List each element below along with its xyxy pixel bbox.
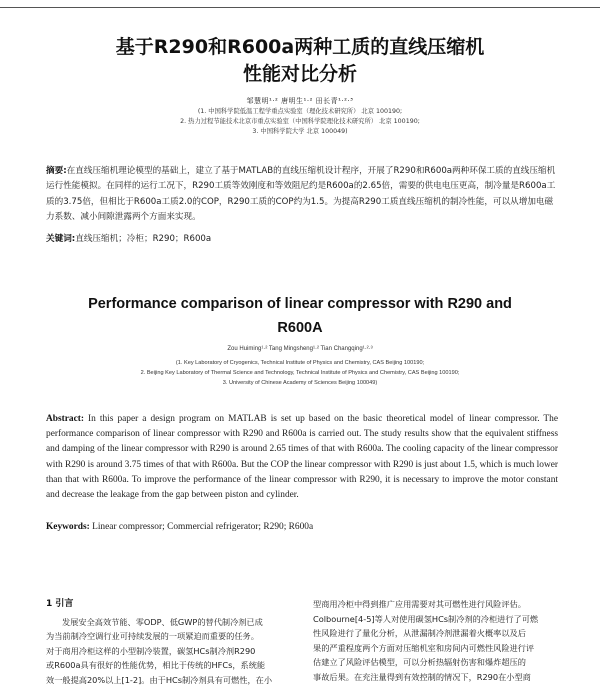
english-affiliation-2: 2. Beijing Key Laboratory of Thermal Science and Technology, Technical Institute of Physics and Chemistry, CAS Beijing 100190; (140, 370, 460, 376)
body-line: 为当前制冷空调行业可持续发展的一项紧迫而重要的任务。 (46, 631, 259, 642)
body-left-column (46, 597, 289, 688)
chinese-keywords (46, 232, 556, 247)
chinese-authors: 邹慧明¹·² 唐明生¹·² 田长青¹·²·³ (246, 97, 354, 105)
chinese-title-line-2: 性能对比分析 (242, 63, 357, 85)
chinese-affiliation-3: 3. 中国科学院大学 北京 100049) (252, 128, 348, 135)
chinese-keywords-label: 关键词: (46, 234, 76, 244)
body-line: 或R600a具有很好的性能优势，相比于传统的HFCs，系统能 (46, 660, 266, 671)
chinese-affiliation-2: 2. 热力过程节能技术北京市重点实验室（中国科学院理化技术研究所） 北京 100190; (180, 118, 420, 125)
body-line: 估建立了风险评估模型，可以分析热辐射伤害和爆炸超压的 (313, 657, 526, 668)
chinese-abstract-text: 在直线压缩机理论模型的基础上，建立了基于MATLAB的直线压缩机设计程序，开展了R290和R600a两种环保工质的直线压缩机运行性能模拟。在同样的运行工况下，R290工质等效刚度和等效阻尼约是R600a的2.65倍，需要的供电电压更高，制冷量是R600a工质的3.75倍，但相比于R600a工质2.0的COP，R290工质的COP约为1.5。为提高R290工质直线压缩机的制冷性能，可以从增加电磁力系数、减小间隙泄露两个方面来实现。 (46, 166, 556, 223)
english-keywords-label: Keywords: (46, 522, 90, 532)
english-abstract-label: Abstract: (46, 414, 85, 424)
english-abstract (46, 412, 558, 503)
section-heading-introduction: 1 引言 (46, 599, 74, 609)
chinese-title-line-1: 基于R290和R600a两种工质的直线压缩机 (115, 36, 485, 58)
english-affiliation-1: (1. Key Laboratory of Cryogenics, Technical Institute of Physics and Chemistry, CAS Beijing 100190; (175, 360, 425, 366)
body-line: 果的严重程度两个方面对压缩机室和房间内可燃性风险进行评 (313, 642, 535, 653)
body-line: 发展安全高效节能、零ODP、低GWP的替代制冷剂已成 (62, 616, 263, 627)
body-line: Colbourne[4-5]等人对使用碳氢HCs制冷剂的冷柜进行了可燃 (313, 613, 539, 624)
body-line: 性风险进行了量化分析，从泄漏制冷剂泄漏着火概率以及后 (313, 628, 526, 639)
chinese-keywords-text: 直线压缩机；冷柜；R290；R600a (75, 234, 212, 244)
chinese-affiliation-1: (1. 中国科学院低温工程学重点实验室（理化技术研究所） 北京 100190; (197, 108, 403, 115)
body-right-column (313, 597, 556, 685)
chinese-abstract (46, 164, 556, 226)
english-keywords-text: Linear compressor; Commercial refrigerator; R290; R600a (92, 522, 314, 532)
english-authors: Zou Huiming¹·² Tang Mingsheng¹·² Tian Changqing¹·²·³ (227, 346, 373, 352)
english-title-line-2: R600A (277, 320, 323, 336)
body-line: 事故后果。在充注量得到有效控制的情况下，R290在小型商 (313, 671, 531, 682)
english-title-line-1: Performance comparison of linear compressor with R290 and (88, 296, 512, 312)
english-affiliation-3: 3. University of Chinese Academy of Sciences Beijing 100049) (222, 380, 378, 386)
english-abstract-text: In this paper a design program on MATLAB is set up based on the basic theoretical model of linear compressor. The performance comparison of linear compressor with R290 and R600a is carried out. The study results show that the equivalent stiffness and damping of the linear compressor with R290 is around 2.65 times of that with R600a. The cooling capacity of the linear compressor with R290 is around 3.75 times of that with R600a. But the COP the linear compressor with R290 is just about 1.5, which is much lower than that with R600a. To improve the performance of the linear compressor with R290, it is necessary to improve the motor constant and decrease the leakage from the gap between piston and cylinder. (46, 414, 559, 501)
journal-header-rule (0, 0, 600, 8)
chinese-abstract-label: 摘要: (46, 166, 67, 176)
english-keywords (46, 520, 558, 535)
body-line: 对于商用冷柜这样的小型制冷装置，碳氢HCs制冷剂R290 (46, 645, 256, 656)
body-line: 效一般提高20%以上[1-2]。由于HCs制冷剂具有可燃性，在小 (46, 674, 273, 685)
body-line: 型商用冷柜中得到推广应用需要对其可燃性进行风险评估。 (313, 599, 526, 609)
